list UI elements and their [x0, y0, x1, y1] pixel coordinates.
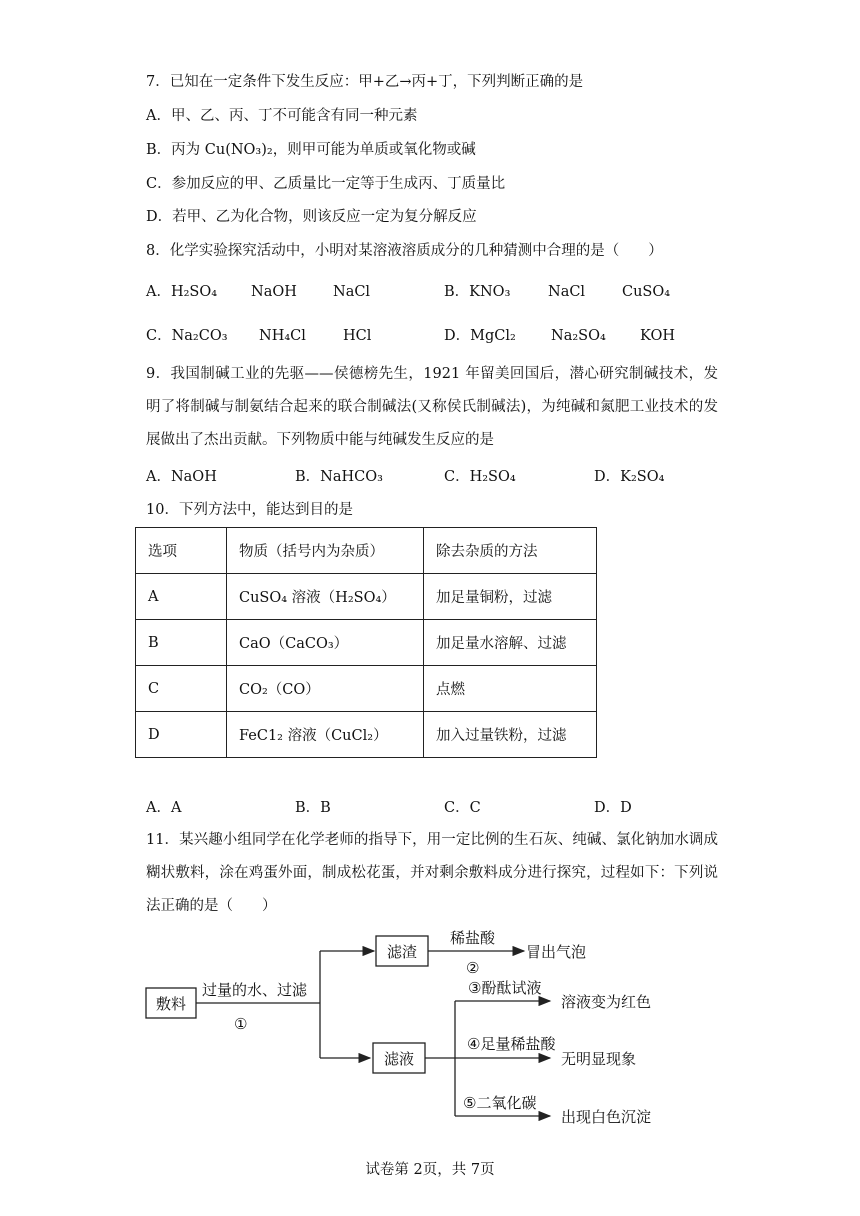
- flow-filtrate-label: 滤液: [383, 1050, 415, 1068]
- table-cell: 点燃: [424, 666, 597, 712]
- flow-step5-label: ⑤二氧化碳: [463, 1094, 537, 1112]
- q9-option-c: C．H₂SO₄: [444, 469, 516, 485]
- q8-b-3: CuSO₄: [622, 284, 671, 300]
- q9-option-a: A．NaOH: [146, 469, 217, 485]
- table-header-cell: 选项: [136, 528, 227, 574]
- table-row: [136, 666, 597, 712]
- flow-result5: 出现白色沉淀: [561, 1108, 652, 1126]
- q7-option-c: C．参加反应的甲、乙质量比一定等于生成丙、丁质量比: [146, 176, 506, 192]
- page-footer: 试卷第 2页，共 7页: [365, 1162, 495, 1178]
- table-cell: 加足量铜粉，过滤: [424, 574, 597, 620]
- q8-d-3: KOH: [640, 328, 675, 344]
- flow-step2-num: ②: [466, 959, 480, 977]
- table-row: [136, 620, 597, 666]
- flow-step4-label: ④足量稀盐酸: [467, 1035, 556, 1053]
- flow-result2: 冒出气泡: [526, 943, 587, 961]
- q10-table: [135, 527, 597, 758]
- table-row: [136, 574, 597, 620]
- q8-d-2: Na₂SO₄: [551, 328, 606, 344]
- table-cell: FeC1₂ 溶液（CuCl₂）: [227, 712, 424, 758]
- q8-a-2: NaOH: [251, 284, 297, 300]
- q11-stem: 11．某兴趣小组同学在化学老师的指导下，用一定比例的生石灰、纯碱、氯化钠加水调成糊状敷料，涂在鸡蛋外面，制成松花蛋，并对剩余敷料成分进行探究，过程如下：下列说法正确的是（ ）: [146, 832, 718, 914]
- flow-start-label: 敷料: [155, 995, 187, 1013]
- q9-option-b: B．NaHCO₃: [295, 469, 383, 485]
- q8-b-1: B．KNO₃: [444, 284, 511, 300]
- flow-result4: 无明显现象: [561, 1050, 637, 1068]
- q9-stem: 9．我国制碱工业的先驱——侯德榜先生，1921 年留美回国后，潜心研究制碱技术，发明了将制碱与制氨结合起来的联合制碱法(又称侯氏制碱法)，为纯碱和氮肥工业技术的发展做出了杰出贡献。下列物质中能与纯碱发生反应的是: [146, 366, 718, 448]
- q10-option-c: C．C: [444, 800, 481, 816]
- flow-residue-label: 滤渣: [386, 943, 418, 961]
- table-cell: B: [136, 620, 227, 666]
- q10-option-d: D．D: [594, 800, 632, 816]
- q8-a-3: NaCl: [333, 284, 371, 300]
- q10-option-a: A．A: [146, 800, 182, 816]
- flow-step2-label: 稀盐酸: [450, 929, 496, 947]
- q7-option-b: B．丙为 Cu(NO₃)₂，则甲可能为单质或氧化物或碱: [146, 142, 476, 158]
- flow-step1-label: 过量的水、过滤: [202, 981, 308, 999]
- table-row: [136, 712, 597, 758]
- table-cell: CO₂（CO）: [227, 666, 424, 712]
- q7-stem: 7．已知在一定条件下发生反应：甲+乙→丙+丁，下列判断正确的是: [146, 74, 584, 90]
- q8-a-1: A．H₂SO₄: [146, 284, 218, 300]
- table-cell: C: [136, 666, 227, 712]
- q8-stem: 8．化学实验探究活动中，小明对某溶液溶质成分的几种猜测中合理的是（ ）: [146, 243, 663, 259]
- table-header-row: [136, 528, 597, 574]
- q8-c-3: HCl: [343, 328, 372, 344]
- q9-option-d: D．K₂SO₄: [594, 469, 665, 485]
- q8-d-1: D．MgCl₂: [444, 328, 516, 344]
- q7-option-d: D．若甲、乙为化合物，则该反应一定为复分解反应: [146, 209, 477, 225]
- table-cell: D: [136, 712, 227, 758]
- table-cell: CuSO₄ 溶液（H₂SO₄）: [227, 574, 424, 620]
- q10-option-b: B．B: [295, 800, 331, 816]
- q8-b-2: NaCl: [548, 284, 586, 300]
- table-cell: CaO（CaCO₃）: [227, 620, 424, 666]
- q10-stem: 10．下列方法中，能达到目的是: [146, 502, 353, 518]
- flow-step1-num: ①: [234, 1015, 248, 1033]
- table-header-cell: 除去杂质的方法: [424, 528, 597, 574]
- q8-c-1: C．Na₂CO₃: [146, 328, 228, 344]
- q8-c-2: NH₄Cl: [259, 328, 306, 344]
- table-cell: A: [136, 574, 227, 620]
- table-cell: 加足量水溶解、过滤: [424, 620, 597, 666]
- table-header-cell: 物质（括号内为杂质）: [227, 528, 424, 574]
- q7-option-a: A．甲、乙、丙、丁不可能含有同一种元素: [146, 108, 418, 124]
- table-cell: 加入过量铁粉，过滤: [424, 712, 597, 758]
- q11-flowchart: [130, 915, 690, 1135]
- flow-step3-label: ③酚酞试液: [468, 979, 542, 997]
- flow-result3: 溶液变为红色: [561, 993, 652, 1011]
